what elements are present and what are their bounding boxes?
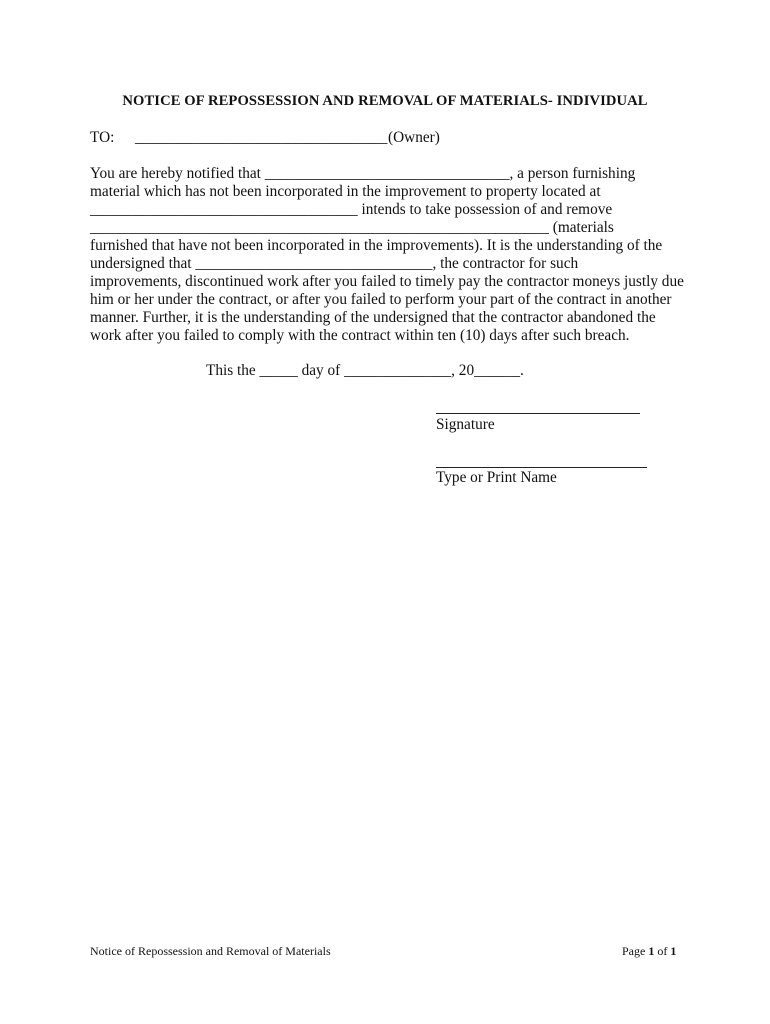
- signature-label: Signature: [436, 416, 495, 433]
- document-title: NOTICE OF REPOSSESSION AND REMOVAL OF MATERIALS- INDIVIDUAL: [122, 93, 648, 109]
- body-line-6: undersigned that _______________________________, the contractor for such: [90, 255, 579, 272]
- print-name-rule[interactable]: [436, 467, 647, 468]
- body-line-8: him or her under the contract, or after you failed to perform your part of the contract in another: [90, 291, 672, 308]
- owner-name-blank[interactable]: _________________________________: [135, 129, 388, 146]
- body-line-10: work after you failed to comply with the contract within ten (10) days after such breach.: [90, 327, 630, 344]
- body-line-4: ____________________________________________________________ (materials: [90, 219, 614, 236]
- body-line-3: ___________________________________ intends to take possession of and remove: [90, 201, 613, 218]
- body-line-7: improvements, discontinued work after you failed to timely pay the contractor moneys justly due: [90, 273, 684, 290]
- signature-rule[interactable]: [436, 413, 640, 414]
- footer-page-current: 1: [648, 944, 655, 958]
- print-name-label: Type or Print Name: [436, 469, 557, 486]
- body-line-2: material which has not been incorporated in the improvement to property located at: [90, 183, 601, 200]
- date-line[interactable]: This the _____ day of ______________, 20______.: [206, 362, 524, 379]
- footer-title: Notice of Repossession and Removal of Materials: [90, 944, 331, 958]
- footer-page-total: 1: [670, 944, 677, 958]
- to-label: TO:: [90, 129, 115, 146]
- body-line-1: You are hereby notified that ________________________________, a person furnishing: [90, 165, 636, 182]
- owner-label: (Owner): [388, 129, 440, 146]
- footer-page-of: of: [654, 944, 671, 958]
- footer-page-prefix: Page: [622, 944, 649, 958]
- body-line-5: furnished that have not been incorporated in the improvements). It is the understanding of the: [90, 237, 663, 254]
- body-line-9: manner. Further, it is the understanding of the undersigned that the contractor abandoned the: [90, 309, 656, 326]
- footer-page-number: [622, 944, 676, 959]
